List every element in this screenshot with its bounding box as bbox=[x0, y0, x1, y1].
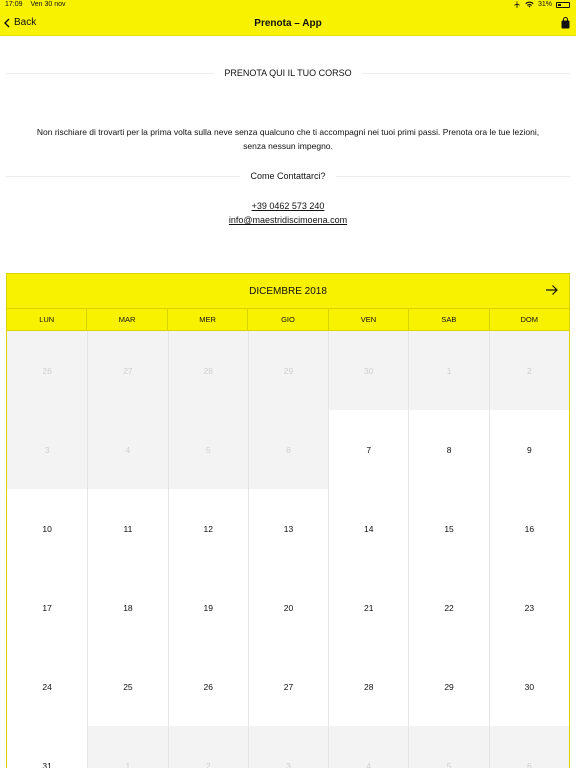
nav-bar bbox=[0, 12, 576, 36]
calendar-day[interactable]: 8 bbox=[408, 410, 488, 489]
email-link[interactable]: info@maestridiscimoena.com bbox=[228, 215, 348, 225]
wifi-icon bbox=[525, 1, 534, 8]
intro-line-2: senza nessun impegno. bbox=[243, 141, 333, 151]
calendar-day[interactable]: 12 bbox=[168, 489, 248, 568]
calendar-day[interactable]: 17 bbox=[7, 568, 87, 647]
calendar-day[interactable]: 13 bbox=[248, 489, 328, 568]
calendar-day[interactable]: 22 bbox=[408, 568, 488, 647]
calendar-day-disabled: 6 bbox=[248, 410, 328, 489]
calendar-day-disabled: 3 bbox=[248, 726, 328, 768]
status-time: 17:09 bbox=[5, 1, 23, 8]
divider bbox=[362, 73, 570, 74]
calendar-header bbox=[7, 273, 569, 309]
intro-text bbox=[10, 125, 566, 153]
calendar-day[interactable]: 31 bbox=[7, 726, 87, 768]
calendar-grid bbox=[7, 331, 569, 768]
calendar-day[interactable]: 30 bbox=[489, 647, 569, 726]
calendar-day[interactable]: 19 bbox=[168, 568, 248, 647]
calendar-day-disabled: 4 bbox=[87, 410, 167, 489]
calendar-day-disabled: 6 bbox=[489, 726, 569, 768]
calendar-day[interactable]: 28 bbox=[328, 647, 408, 726]
booking-title: PRENOTA QUI IL TUO CORSO bbox=[224, 68, 352, 78]
contact-title-row bbox=[6, 171, 570, 181]
back-label: Back bbox=[14, 17, 37, 28]
arrow-right-icon[interactable] bbox=[545, 284, 559, 296]
status-bar bbox=[0, 0, 576, 12]
status-date: Ven 30 nov bbox=[30, 1, 66, 8]
weekday-label: MAR bbox=[86, 309, 166, 330]
calendar-day[interactable]: 14 bbox=[328, 489, 408, 568]
calendar-day[interactable]: 27 bbox=[248, 647, 328, 726]
weekday-label: VEN bbox=[328, 309, 408, 330]
weekday-label: GIO bbox=[247, 309, 327, 330]
battery-icon bbox=[556, 2, 570, 8]
calendar-day[interactable]: 15 bbox=[408, 489, 488, 568]
nav-title: Prenota – App bbox=[254, 18, 322, 29]
contact-email-row bbox=[0, 215, 576, 225]
calendar-day[interactable]: 18 bbox=[87, 568, 167, 647]
divider bbox=[6, 176, 240, 177]
airplane-icon bbox=[513, 1, 521, 8]
calendar-day-disabled: 2 bbox=[489, 331, 569, 410]
calendar-day-disabled: 5 bbox=[408, 726, 488, 768]
calendar-day[interactable]: 25 bbox=[87, 647, 167, 726]
calendar-day-disabled: 1 bbox=[87, 726, 167, 768]
weekday-label: MER bbox=[167, 309, 247, 330]
calendar-day[interactable]: 16 bbox=[489, 489, 569, 568]
calendar-day[interactable]: 11 bbox=[87, 489, 167, 568]
calendar bbox=[6, 273, 570, 768]
calendar-day-disabled: 28 bbox=[168, 331, 248, 410]
booking-title-row bbox=[6, 68, 570, 78]
calendar-day-disabled: 5 bbox=[168, 410, 248, 489]
calendar-day[interactable]: 29 bbox=[408, 647, 488, 726]
calendar-month: DICEMBRE 2018 bbox=[249, 286, 327, 297]
calendar-day-disabled: 1 bbox=[408, 331, 488, 410]
status-left bbox=[5, 1, 72, 8]
calendar-day-disabled: 26 bbox=[7, 331, 87, 410]
contact-title: Come Contattarci? bbox=[250, 171, 326, 181]
weekday-label: SAB bbox=[408, 309, 488, 330]
calendar-day-disabled: 27 bbox=[87, 331, 167, 410]
shopping-bag-icon[interactable] bbox=[561, 17, 570, 29]
intro-line-1: Non rischiare di trovarti per la prima volta sulla neve senza qualcuno che ti accompagni nei tuoi primi passi. Prenota ora le tue lezioni, bbox=[36, 127, 540, 137]
calendar-day[interactable]: 21 bbox=[328, 568, 408, 647]
calendar-day-disabled: 2 bbox=[168, 726, 248, 768]
weekday-row bbox=[7, 309, 569, 331]
weekday-label: LUN bbox=[39, 315, 55, 324]
calendar-day[interactable]: 7 bbox=[328, 410, 408, 489]
phone-link[interactable]: +39 0462 573 240 bbox=[251, 201, 325, 211]
calendar-day[interactable]: 10 bbox=[7, 489, 87, 568]
weekday-label: DOM bbox=[489, 309, 569, 330]
calendar-day[interactable]: 9 bbox=[489, 410, 569, 489]
calendar-day-disabled: 30 bbox=[328, 331, 408, 410]
divider bbox=[6, 73, 214, 74]
calendar-day-disabled: 29 bbox=[248, 331, 328, 410]
status-right bbox=[509, 1, 570, 8]
contact-phone-row bbox=[0, 201, 576, 211]
calendar-day[interactable]: 24 bbox=[7, 647, 87, 726]
divider bbox=[336, 176, 570, 177]
calendar-day[interactable]: 23 bbox=[489, 568, 569, 647]
calendar-day-disabled: 3 bbox=[7, 410, 87, 489]
calendar-day[interactable]: 20 bbox=[248, 568, 328, 647]
battery-percent: 31% bbox=[537, 1, 552, 8]
calendar-day-disabled: 4 bbox=[328, 726, 408, 768]
calendar-day[interactable]: 26 bbox=[168, 647, 248, 726]
